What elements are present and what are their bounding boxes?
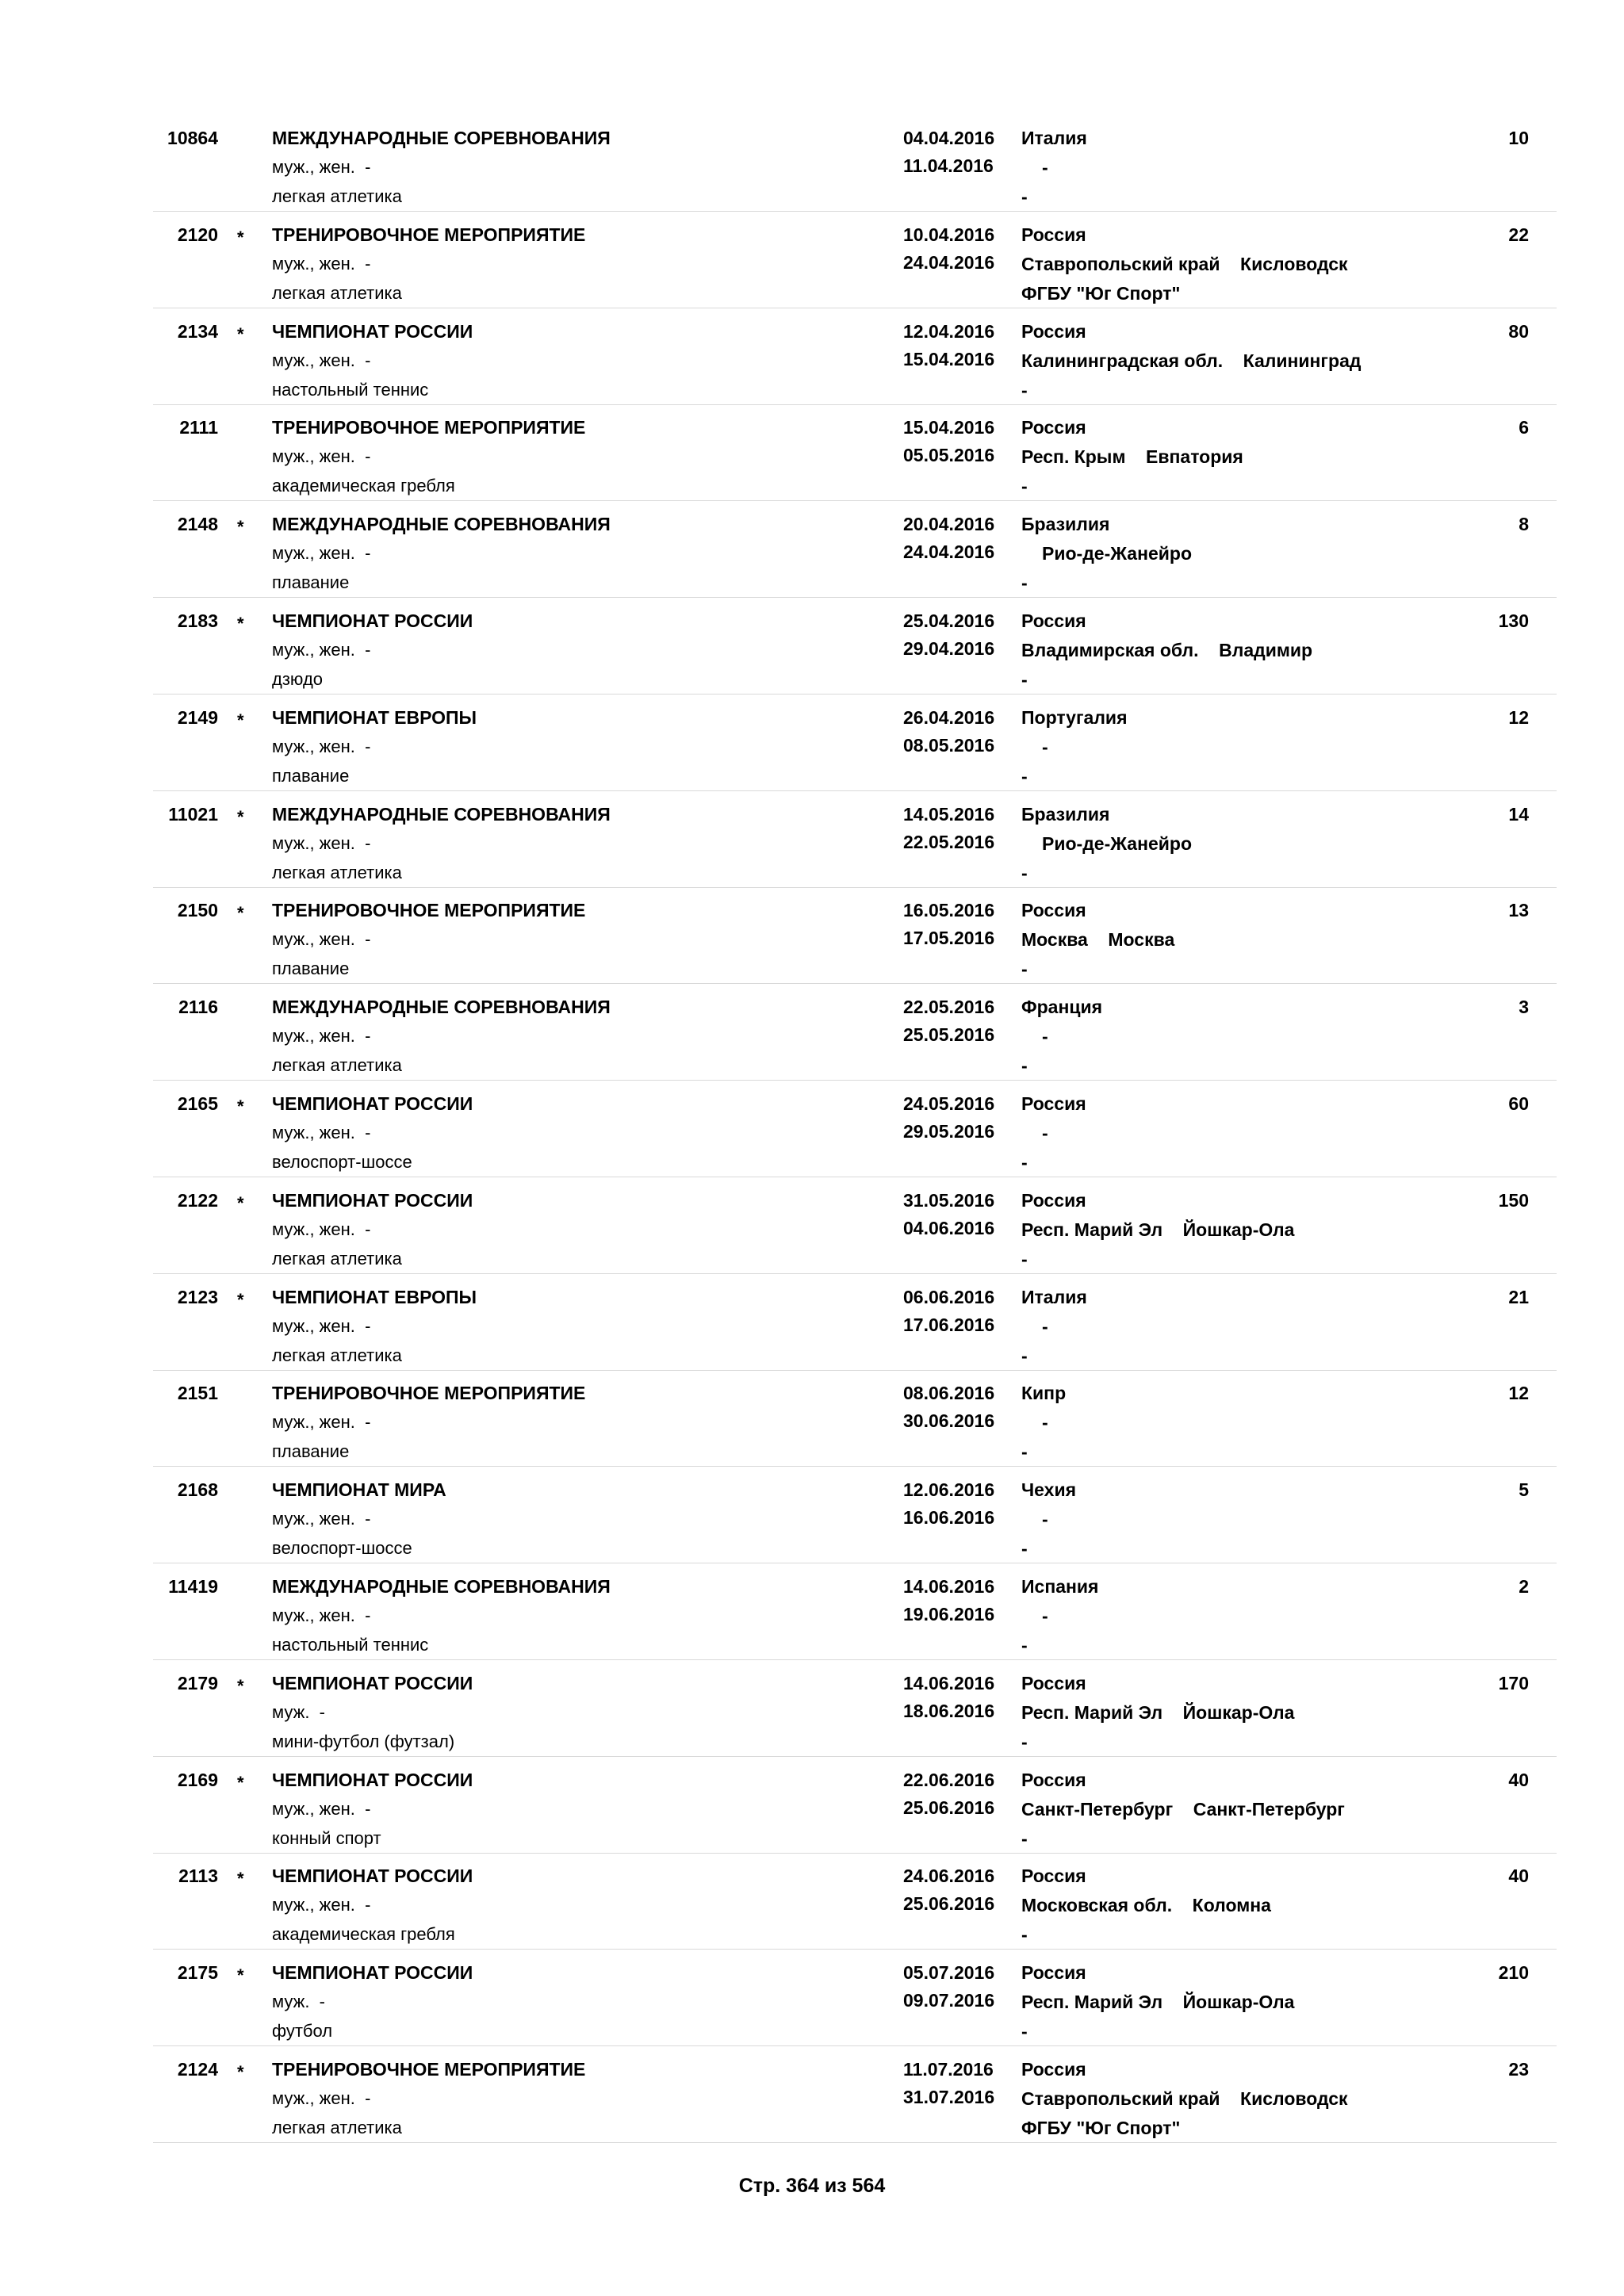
event-id: 2179 bbox=[177, 1672, 218, 1693]
event-organization: - bbox=[1021, 1635, 1028, 1655]
date-end: 25.05.2016 bbox=[903, 1024, 995, 1046]
event-country: Россия bbox=[1021, 900, 1086, 921]
table-row bbox=[153, 2046, 1557, 2143]
event-sport: легкая атлетика bbox=[272, 2118, 402, 2137]
date-end: 18.06.2016 bbox=[903, 1700, 995, 1721]
event-organization: - bbox=[1021, 1827, 1028, 1849]
event-place: Московская обл. Коломна bbox=[1021, 1895, 1271, 1916]
event-title: ЧЕМПИОНАТ РОССИИ bbox=[272, 1866, 473, 1887]
date-start: 14.06.2016 bbox=[903, 1576, 995, 1597]
event-sport: велоспорт-шоссе bbox=[272, 1538, 412, 1559]
date-start: 08.06.2016 bbox=[903, 1383, 995, 1404]
date-start: 14.05.2016 bbox=[903, 803, 995, 825]
event-place: Калининградская обл. Калининград bbox=[1021, 350, 1362, 371]
date-start: 22.05.2016 bbox=[903, 997, 995, 1018]
event-title: ТРЕНИРОВОЧНОЕ МЕРОПРИЯТИЕ bbox=[272, 900, 586, 921]
event-gender: муж., жен. - bbox=[272, 543, 371, 564]
priority-mark: * bbox=[237, 1772, 244, 1793]
event-id: 2183 bbox=[177, 610, 218, 631]
date-start: 14.06.2016 bbox=[903, 1672, 995, 1693]
event-gender: муж., жен. - bbox=[272, 1315, 371, 1336]
event-place: - bbox=[1042, 1509, 1048, 1530]
event-id: 2150 bbox=[177, 900, 218, 921]
date-end: 17.06.2016 bbox=[903, 1314, 995, 1335]
event-place: Владимирская обл. Владимир bbox=[1021, 640, 1313, 660]
date-start: 12.06.2016 bbox=[903, 1479, 995, 1501]
event-country: Россия bbox=[1021, 320, 1086, 342]
participant-count: 210 bbox=[1498, 1962, 1529, 1984]
date-start: 16.05.2016 bbox=[903, 900, 995, 921]
event-title: ЧЕМПИОНАТ РОССИИ bbox=[272, 1672, 473, 1693]
event-sport: плавание bbox=[272, 572, 350, 593]
date-end: 22.05.2016 bbox=[903, 831, 995, 852]
participant-count: 21 bbox=[1508, 1286, 1529, 1307]
event-organization: - bbox=[1021, 186, 1028, 207]
participant-count: 40 bbox=[1508, 1866, 1529, 1887]
priority-mark: * bbox=[237, 1289, 244, 1310]
event-gender: муж., жен. - bbox=[272, 736, 371, 756]
table-row bbox=[153, 212, 1557, 308]
table-row bbox=[153, 984, 1557, 1081]
event-id: 2124 bbox=[177, 2059, 218, 2080]
event-title: ЧЕМПИОНАТ РОССИИ bbox=[272, 1769, 473, 1790]
event-place: Респ. Марий Эл Йошкар-Ола bbox=[1021, 1219, 1295, 1240]
event-organization: - bbox=[1021, 379, 1028, 400]
event-country: Чехия bbox=[1021, 1479, 1076, 1501]
event-organization: - bbox=[1021, 572, 1028, 594]
event-title: ЧЕМПИОНАТ ЕВРОПЫ bbox=[272, 1286, 477, 1307]
event-gender: муж., жен. - bbox=[272, 1509, 371, 1529]
date-start: 31.05.2016 bbox=[903, 1189, 995, 1211]
date-end: 25.06.2016 bbox=[903, 1797, 995, 1818]
event-gender: муж., жен. - bbox=[272, 1605, 371, 1625]
table-row bbox=[153, 1757, 1557, 1854]
date-start: 26.04.2016 bbox=[903, 706, 995, 728]
table-row bbox=[153, 501, 1557, 598]
event-title: ТРЕНИРОВОЧНОЕ МЕРОПРИЯТИЕ bbox=[272, 224, 586, 245]
table-row bbox=[153, 1177, 1557, 1274]
event-organization: - bbox=[1021, 1441, 1028, 1463]
event-place: Респ. Крым Евпатория bbox=[1021, 446, 1243, 468]
event-country: Кипр bbox=[1021, 1383, 1067, 1404]
event-sport: дзюдо bbox=[272, 669, 324, 689]
event-id: 10864 bbox=[167, 128, 218, 148]
participant-count: 10 bbox=[1508, 128, 1529, 148]
event-country: Россия bbox=[1021, 1093, 1086, 1114]
table-row bbox=[153, 1563, 1557, 1660]
event-sport: плавание bbox=[272, 1441, 350, 1462]
participant-count: 8 bbox=[1519, 514, 1529, 535]
event-place: Ставропольский край Кисловодск bbox=[1021, 253, 1348, 274]
event-country: Португалия bbox=[1021, 706, 1128, 728]
event-country: Франция bbox=[1021, 997, 1103, 1018]
date-start: 25.04.2016 bbox=[903, 610, 995, 631]
event-title: ЧЕМПИОНАТ МИРА bbox=[272, 1479, 446, 1501]
date-start: 06.06.2016 bbox=[903, 1286, 995, 1307]
event-organization: - bbox=[1021, 1055, 1028, 1077]
event-title: МЕЖДУНАРОДНЫЕ СОРЕВНОВАНИЯ bbox=[272, 803, 611, 825]
event-id: 2175 bbox=[177, 1962, 218, 1984]
event-gender: муж., жен. - bbox=[272, 832, 371, 853]
date-start: 05.07.2016 bbox=[903, 1962, 995, 1984]
event-id: 2165 bbox=[177, 1093, 218, 1114]
event-title: ЧЕМПИОНАТ РОССИИ bbox=[272, 1093, 473, 1114]
event-place: Рио-де-Жанейро bbox=[1042, 543, 1193, 564]
event-gender: муж., жен. - bbox=[272, 1895, 371, 1915]
event-organization: - bbox=[1021, 1924, 1028, 1946]
date-start: 24.05.2016 bbox=[903, 1093, 995, 1114]
table-row bbox=[153, 1081, 1557, 1177]
event-organization: - bbox=[1021, 1345, 1028, 1366]
page-number: Стр. 364 из 564 bbox=[738, 2175, 886, 2197]
table-row bbox=[153, 791, 1557, 888]
event-title: ТРЕНИРОВОЧНОЕ МЕРОПРИЯТИЕ bbox=[272, 417, 586, 438]
participant-count: 12 bbox=[1508, 1383, 1529, 1404]
event-title: МЕЖДУНАРОДНЫЕ СОРЕВНОВАНИЯ bbox=[272, 514, 611, 535]
participant-count: 12 bbox=[1508, 706, 1529, 728]
event-organization: ФГБУ "Юг Спорт" bbox=[1021, 282, 1181, 304]
table-row bbox=[153, 1660, 1557, 1757]
event-id: 2169 bbox=[177, 1769, 218, 1790]
priority-mark: * bbox=[237, 1675, 244, 1696]
table-row bbox=[153, 887, 1557, 984]
event-country: Россия bbox=[1021, 417, 1086, 438]
date-start: 20.04.2016 bbox=[903, 514, 995, 535]
event-sport: мини-футбол (футзал) bbox=[272, 1731, 455, 1751]
participant-count: 23 bbox=[1508, 2059, 1529, 2080]
priority-mark: * bbox=[237, 1965, 244, 1986]
event-organization: ФГБУ "Юг Спорт" bbox=[1021, 2118, 1181, 2138]
event-country: Испания bbox=[1021, 1576, 1099, 1597]
event-id: 2122 bbox=[177, 1189, 218, 1211]
event-place: - bbox=[1042, 1315, 1048, 1337]
event-organization: - bbox=[1021, 1538, 1028, 1559]
event-sport: легкая атлетика bbox=[272, 1345, 402, 1365]
participant-count: 80 bbox=[1508, 320, 1529, 342]
event-country: Россия bbox=[1021, 1672, 1086, 1693]
event-id: 2134 bbox=[177, 320, 218, 342]
event-place: - bbox=[1042, 1026, 1048, 1047]
table-row bbox=[153, 1467, 1557, 1563]
date-end: 05.05.2016 bbox=[903, 445, 995, 466]
event-id: 2148 bbox=[177, 514, 218, 535]
event-gender: муж., жен. - bbox=[272, 1219, 371, 1239]
event-gender: муж., жен. - bbox=[272, 1123, 371, 1142]
date-end: 16.06.2016 bbox=[903, 1507, 995, 1529]
event-title: ЧЕМПИОНАТ РОССИИ bbox=[272, 610, 473, 631]
table-row bbox=[153, 404, 1557, 501]
participant-count: 6 bbox=[1519, 417, 1529, 438]
event-id: 11419 bbox=[168, 1576, 218, 1597]
event-gender: муж., жен. - bbox=[272, 1412, 371, 1433]
event-sport: футбол bbox=[272, 2021, 333, 2042]
event-sport: велоспорт-шоссе bbox=[272, 1152, 412, 1172]
date-end: 08.05.2016 bbox=[903, 734, 995, 756]
event-country: Бразилия bbox=[1021, 803, 1110, 825]
priority-mark: * bbox=[237, 227, 244, 247]
priority-mark: * bbox=[237, 1192, 244, 1213]
event-country: Россия bbox=[1021, 610, 1086, 631]
event-sport: настольный теннис bbox=[272, 1635, 429, 1655]
event-sport: конный спорт bbox=[272, 1827, 381, 1848]
date-end: 29.04.2016 bbox=[903, 638, 995, 659]
event-title: ЧЕМПИОНАТ РОССИИ bbox=[272, 1189, 473, 1211]
table-row bbox=[153, 598, 1557, 695]
priority-mark: * bbox=[237, 710, 244, 730]
event-gender: муж., жен. - bbox=[272, 929, 371, 950]
event-place: Москва Москва bbox=[1021, 929, 1175, 951]
event-country: Россия bbox=[1021, 2059, 1086, 2080]
event-organization: - bbox=[1021, 2021, 1028, 2042]
date-start: 22.06.2016 bbox=[903, 1769, 995, 1790]
priority-mark: * bbox=[237, 1869, 244, 1889]
priority-mark: * bbox=[237, 1096, 244, 1116]
priority-mark: * bbox=[237, 806, 244, 827]
event-country: Россия bbox=[1021, 1769, 1086, 1790]
event-title: МЕЖДУНАРОДНЫЕ СОРЕВНОВАНИЯ bbox=[272, 128, 611, 148]
event-sport: легкая атлетика bbox=[272, 282, 402, 303]
event-country: Италия bbox=[1021, 1286, 1087, 1307]
participant-count: 170 bbox=[1498, 1672, 1529, 1693]
date-end: 09.07.2016 bbox=[903, 1990, 995, 2011]
date-start: 04.04.2016 bbox=[903, 128, 995, 148]
date-end: 31.07.2016 bbox=[903, 2087, 995, 2107]
event-title: МЕЖДУНАРОДНЫЕ СОРЕВНОВАНИЯ bbox=[272, 1576, 611, 1597]
event-country: Италия bbox=[1021, 128, 1087, 148]
participant-count: 5 bbox=[1519, 1479, 1529, 1501]
event-organization: - bbox=[1021, 669, 1028, 690]
table-row bbox=[153, 308, 1557, 405]
date-end: 24.04.2016 bbox=[903, 251, 995, 273]
participant-count: 60 bbox=[1508, 1093, 1529, 1114]
event-place: Респ. Марий Эл Йошкар-Ола bbox=[1021, 1701, 1295, 1723]
event-country: Россия bbox=[1021, 1962, 1086, 1984]
event-place: Санкт-Петербург Санкт-Петербург bbox=[1021, 1798, 1345, 1820]
priority-mark: * bbox=[237, 614, 244, 633]
event-organization: - bbox=[1021, 1152, 1028, 1173]
participant-count: 3 bbox=[1519, 997, 1529, 1018]
table-row bbox=[153, 115, 1557, 212]
event-id: 2113 bbox=[178, 1866, 218, 1887]
event-gender: муж., жен. - bbox=[272, 1026, 371, 1047]
date-end: 19.06.2016 bbox=[903, 1604, 995, 1624]
event-title: ТРЕНИРОВОЧНОЕ МЕРОПРИЯТИЕ bbox=[272, 2059, 586, 2080]
event-organization: - bbox=[1021, 476, 1028, 497]
participant-count: 40 bbox=[1508, 1769, 1529, 1790]
event-title: МЕЖДУНАРОДНЫЕ СОРЕВНОВАНИЯ bbox=[272, 997, 611, 1018]
event-id: 2111 bbox=[179, 417, 218, 438]
event-gender: муж., жен. - bbox=[272, 640, 371, 660]
event-organization: - bbox=[1021, 959, 1028, 980]
date-start: 10.04.2016 bbox=[903, 224, 995, 245]
participant-count: 130 bbox=[1498, 610, 1529, 631]
date-start: 24.06.2016 bbox=[903, 1866, 995, 1887]
event-place: Рио-де-Жанейро bbox=[1042, 832, 1193, 854]
priority-mark: * bbox=[237, 517, 244, 538]
event-title: ЧЕМПИОНАТ ЕВРОПЫ bbox=[272, 706, 477, 728]
event-place: - bbox=[1042, 1123, 1048, 1143]
priority-mark: * bbox=[237, 2062, 244, 2082]
date-end: 25.06.2016 bbox=[903, 1893, 995, 1915]
priority-mark: * bbox=[237, 903, 244, 924]
event-sport: легкая атлетика bbox=[272, 862, 402, 882]
event-title: ЧЕМПИОНАТ РОССИИ bbox=[272, 1962, 473, 1984]
event-country: Россия bbox=[1021, 1866, 1086, 1887]
event-sport: плавание bbox=[272, 765, 350, 786]
event-gender: муж. - bbox=[272, 1992, 325, 2012]
event-gender: муж., жен. - bbox=[272, 446, 371, 467]
event-id: 2116 bbox=[178, 997, 218, 1018]
date-start: 12.04.2016 bbox=[903, 320, 995, 342]
event-gender: муж., жен. - bbox=[272, 2088, 371, 2108]
event-organization: - bbox=[1021, 862, 1028, 883]
event-sport: настольный теннис bbox=[272, 379, 429, 400]
table-row bbox=[153, 695, 1557, 791]
table-row bbox=[153, 1950, 1557, 2046]
participant-count: 22 bbox=[1508, 224, 1529, 245]
event-place: - bbox=[1042, 157, 1048, 178]
event-id: 11021 bbox=[168, 803, 218, 825]
event-gender: муж., жен. - bbox=[272, 157, 371, 177]
event-place: Респ. Марий Эл Йошкар-Ола bbox=[1021, 1992, 1295, 2013]
event-gender: муж., жен. - bbox=[272, 1798, 371, 1819]
event-id: 2151 bbox=[177, 1383, 218, 1404]
date-start: 15.04.2016 bbox=[903, 417, 995, 438]
event-id: 2168 bbox=[177, 1479, 218, 1501]
event-title: ЧЕМПИОНАТ РОССИИ bbox=[272, 320, 473, 342]
participant-count: 13 bbox=[1508, 900, 1529, 921]
event-sport: академическая гребля bbox=[272, 1924, 455, 1945]
event-place: - bbox=[1042, 1412, 1048, 1433]
event-country: Бразилия bbox=[1021, 514, 1110, 535]
date-end: 11.04.2016 bbox=[903, 155, 994, 176]
participant-count: 150 bbox=[1498, 1189, 1529, 1211]
event-sport: легкая атлетика bbox=[272, 1055, 402, 1076]
table-row bbox=[153, 1274, 1557, 1371]
participant-count: 14 bbox=[1508, 803, 1529, 825]
event-organization: - bbox=[1021, 1248, 1028, 1269]
event-id: 2120 bbox=[177, 224, 218, 245]
event-place: - bbox=[1042, 736, 1048, 757]
participant-count: 2 bbox=[1519, 1576, 1529, 1597]
event-place: - bbox=[1042, 1605, 1048, 1626]
event-country: Россия bbox=[1021, 1189, 1086, 1211]
event-sport: академическая гребля bbox=[272, 476, 455, 496]
event-id: 2123 bbox=[177, 1286, 218, 1307]
table-row bbox=[153, 1853, 1557, 1950]
date-end: 24.04.2016 bbox=[903, 541, 995, 563]
date-end: 15.04.2016 bbox=[903, 348, 995, 369]
table-row bbox=[153, 1370, 1557, 1467]
date-start: 11.07.2016 bbox=[903, 2059, 994, 2080]
date-end: 17.05.2016 bbox=[903, 928, 995, 949]
event-organization: - bbox=[1021, 1731, 1028, 1752]
event-sport: легкая атлетика bbox=[272, 1248, 402, 1269]
priority-mark: * bbox=[237, 323, 244, 344]
date-end: 29.05.2016 bbox=[903, 1121, 995, 1142]
event-gender: муж., жен. - bbox=[272, 350, 371, 370]
event-sport: легкая атлетика bbox=[272, 186, 402, 206]
date-end: 30.06.2016 bbox=[903, 1410, 995, 1432]
event-id: 2149 bbox=[177, 706, 218, 728]
event-gender: муж. - bbox=[272, 1701, 325, 1722]
event-gender: муж., жен. - bbox=[272, 253, 371, 274]
event-place: Ставропольский край Кисловодск bbox=[1021, 2088, 1348, 2109]
event-sport: плавание bbox=[272, 959, 350, 979]
date-end: 04.06.2016 bbox=[903, 1217, 995, 1238]
event-country: Россия bbox=[1021, 224, 1086, 245]
event-title: ТРЕНИРОВОЧНОЕ МЕРОПРИЯТИЕ bbox=[272, 1383, 586, 1404]
event-organization: - bbox=[1021, 765, 1028, 786]
